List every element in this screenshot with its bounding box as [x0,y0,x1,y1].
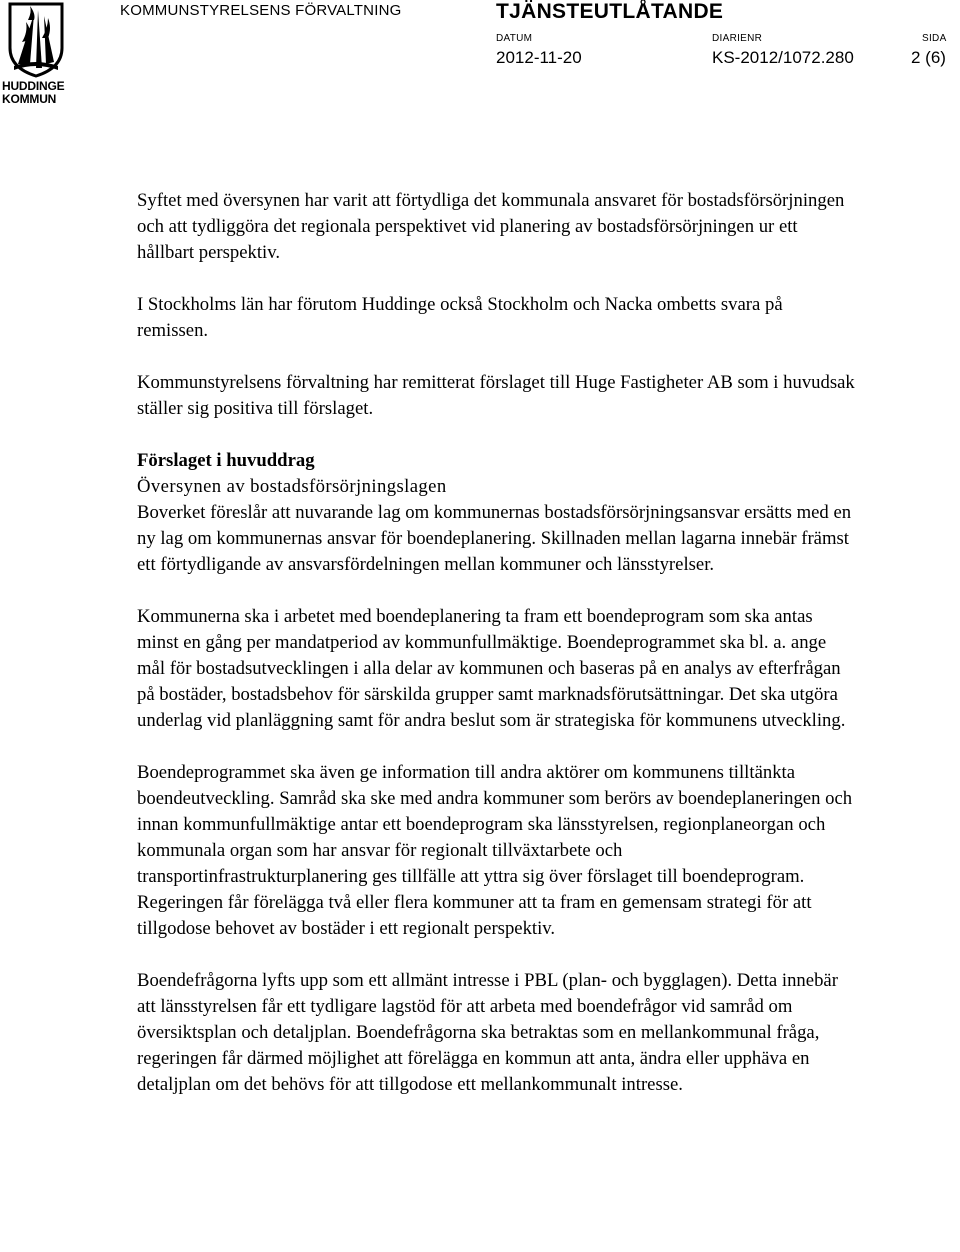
organization-name: KOMMUNSTYRELSENS FÖRVALTNING [120,2,402,19]
section-heading: Förslaget i huvuddrag [137,450,315,471]
paragraph-information: Boendeprogrammet ska även ge information till andra aktörer om kommunens tilltänkta boendeutveckling. Samråd ska ske med andra kommuner som berörs av boendeplaneringen och innan kommunfullmäktige antar ett boendeprogram ska länsstyrelsen, regionplaneorgan och kommunala organ som har ansvar för regionalt tillväxtarbete och transportinfrastrukturplanering ges tillfälle att yttra sig över förslaget till boendeprogram. Regeringen får förelägga två eller flera kommuner att ta fram en gemensam strategi för att tillgodose behovet av bostäder i ett regionalt perspektiv. [137,762,853,939]
paragraph-pbl: Boendefrågorna lyfts upp som ett allmänt intresse i PBL (plan- och bygglagen). Detta innebär att länsstyrelsen får ett tydligare lagstöd för att arbeta med boendefrågor vid samråd om översiktsplan och detaljplan. Boendefrågorna ska betraktas som en mellankommunal fråga, regeringen får därmed möjlighet att förelägga en kommun att anta, ändra eller upphäva en detaljplan om det behövs för att tillgodose ett mellankommunalt intresse. [137,970,838,1095]
coat-of-arms-icon [8,2,64,78]
paragraph-boverket: Boverket föreslår att nuvarande lag om kommunernas bostadsförsörjningsansvar ersätts med en ny lag om kommunernas ansvar för boendeplanering. Skillnaden mellan lagarna innebär främst ett förtydligande av ansvarsfördelningen mellan kommuner och länsstyrelser. [137,502,852,575]
section-proposal [137,448,857,578]
paragraph-housing-program: Kommunerna ska i arbetet med boendeplanering ta fram ett boendeprogram som ska antas minst en gång per mandatperiod av kommunfullmäktige. Boendeprogrammet ska bl. a. ange mål för bostadsutvecklingen i alla delar av kommunen och baseras på en analys av efterfrågan på bostäder, bostadsbehov för särskilda grupper samt marknadsförutsättningar. Det ska utgöra underlag vid planläggning samt för andra beslut som är strategiska för kommunens utveckling. [137,606,846,731]
document-header [0,0,960,110]
paragraph-referral: Kommunstyrelsens förvaltning har remitterat förslaget till Huge Fastigheter AB som i huvudsak ställer sig positiva till förslaget. [137,372,855,419]
paragraph-stockholm: I Stockholms län har förutom Huddinge också Stockholm och Nacka ombetts svara på remissen. [137,294,783,341]
logo-text [2,80,72,106]
section-subheading: Översynen av bostadsförsörjningslagen [137,476,447,497]
registration-label: DIARIENR [712,33,763,44]
logo-text-line2: KOMMUN [2,92,57,106]
paragraph-purpose: Syftet med översynen har varit att förtydliga det kommunala ansvaret för bostadsförsörjningen och att tydliggöra det regionala perspektivet vid planering av bostadsförsörjningen ur ett hållbart perspektiv. [137,190,845,263]
logo-text-line1: HUDDINGE [2,79,65,93]
document-type: TJÄNSTEUTLÅTANDE [496,0,724,23]
date-value: 2012-11-20 [496,48,582,67]
page-number: 2 (6) [911,48,946,67]
page-label: SIDA [922,33,947,44]
document-body [137,188,857,1124]
municipality-logo [2,2,70,106]
registration-value: KS-2012/1072.280 [712,48,854,67]
date-label: DATUM [496,33,533,44]
